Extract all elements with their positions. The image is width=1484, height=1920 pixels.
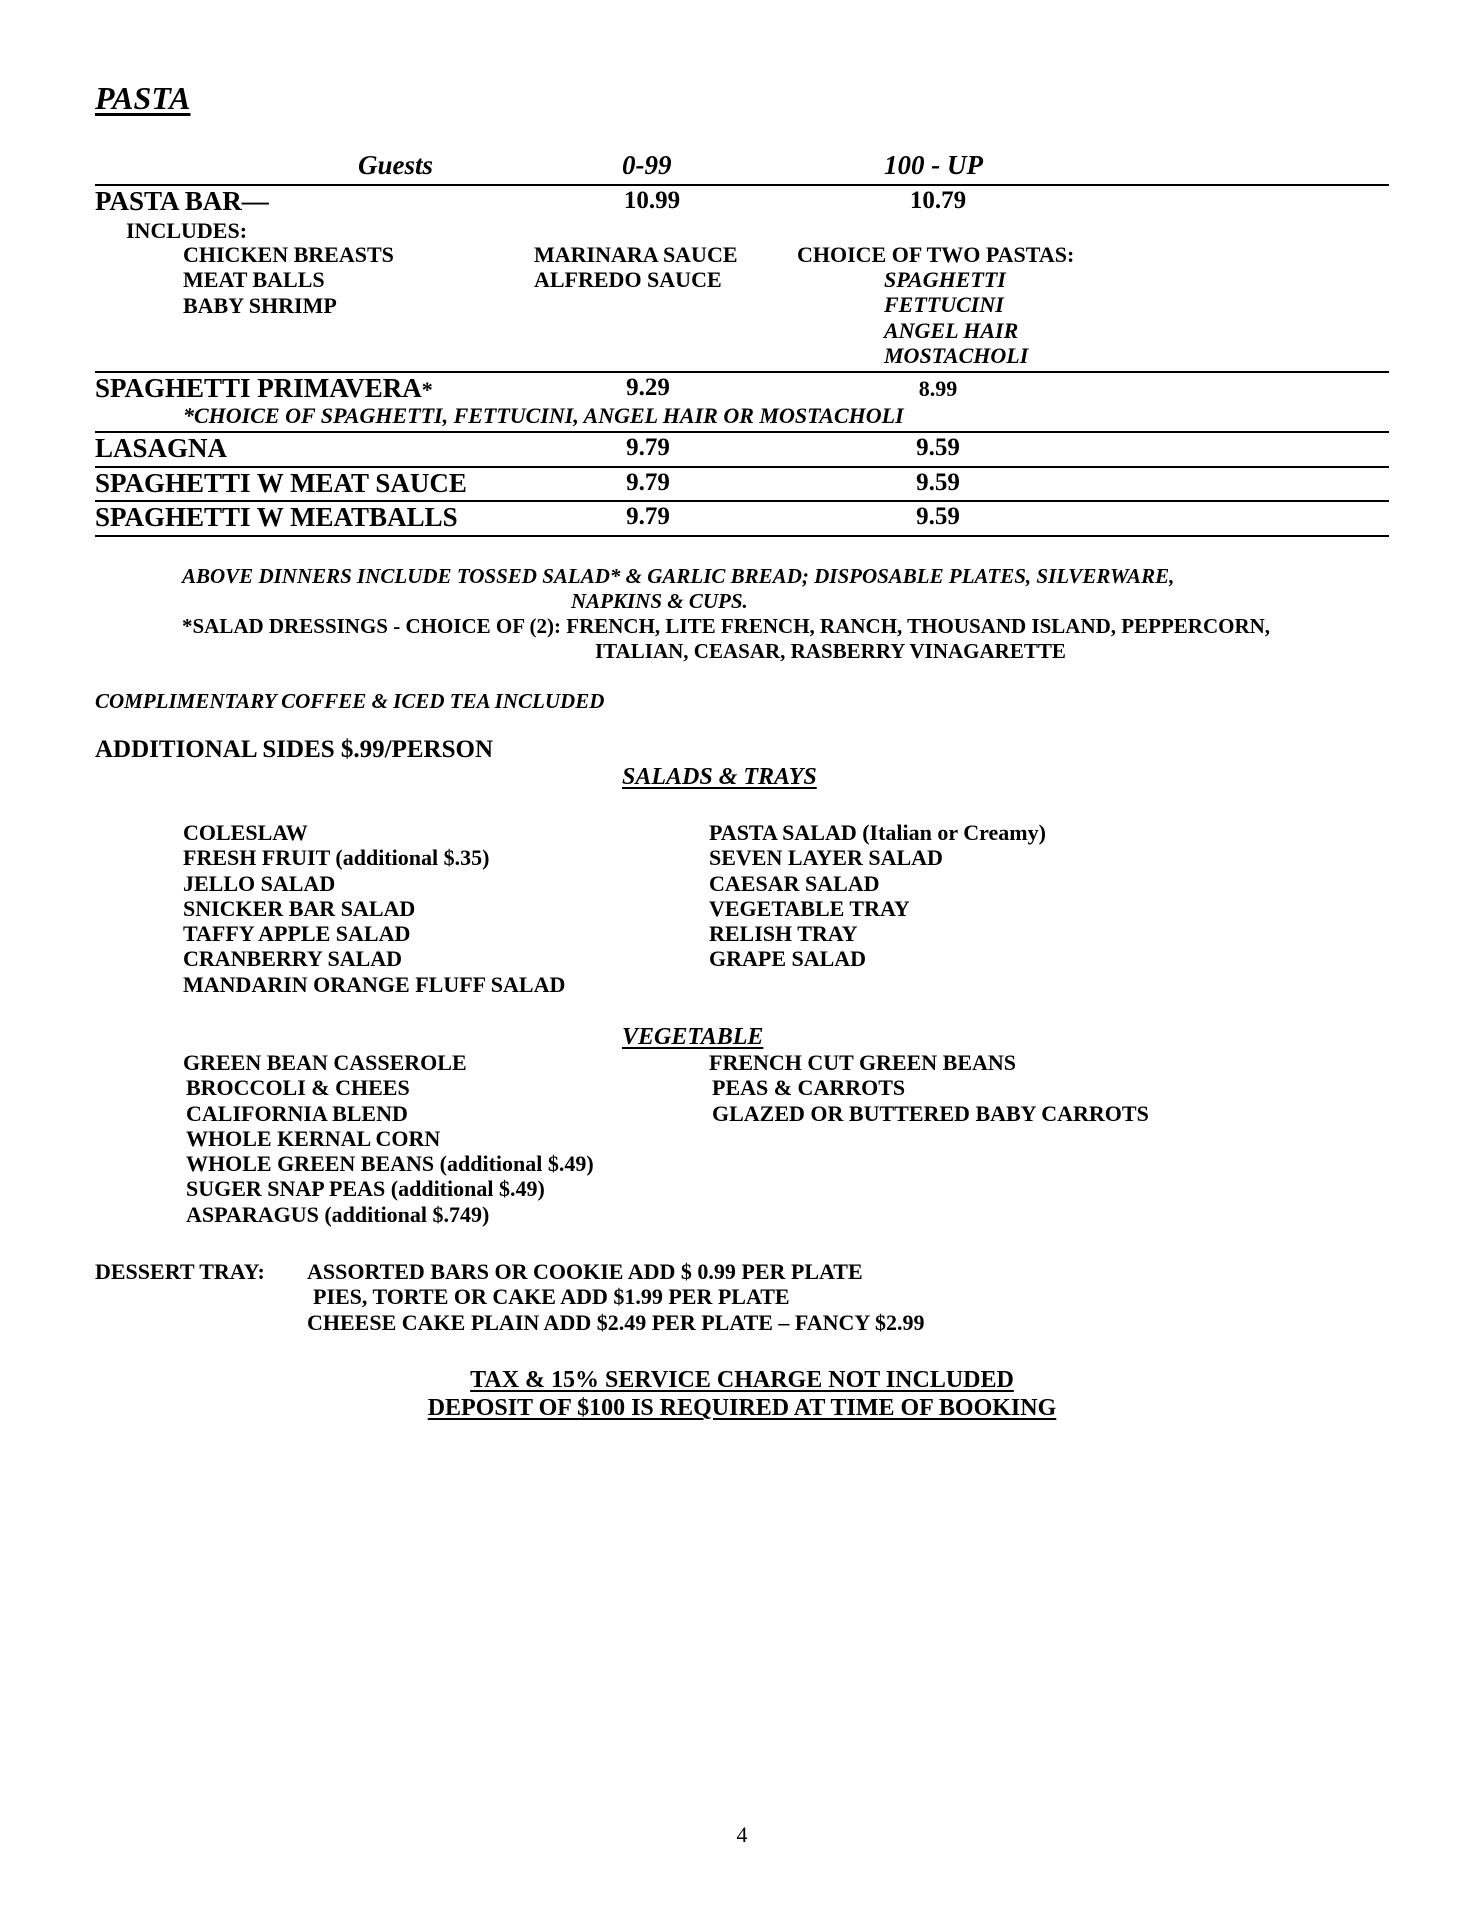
vegetable-heading: VEGETABLE: [622, 1024, 764, 1050]
list-item: FRENCH CUT GREEN BEANS: [709, 1050, 1017, 1075]
pasta-bar-price-tier1: 10.99: [623, 187, 681, 214]
dish-price-tier1: 9.79: [626, 469, 670, 496]
includes-note-line1: ABOVE DINNERS INCLUDE TOSSED SALAD* & GARLIC BREAD; DISPOSABLE PLATES, SILVERWARE,: [182, 564, 1175, 588]
list-item: CAESAR SALAD: [709, 870, 880, 896]
dish-name: LASAGNA: [95, 433, 228, 463]
divider: [95, 431, 1389, 433]
dish-price-tier1: 9.79: [626, 503, 670, 530]
list-item: WHOLE GREEN BEANS (additional $.49): [186, 1151, 594, 1177]
coffee-note: COMPLIMENTARY COFFEE & ICED TEA INCLUDED: [95, 689, 605, 713]
list-item: GLAZED OR BUTTERED BABY CARROTS: [712, 1100, 1149, 1126]
list-item: MOSTACHOLI: [884, 342, 1029, 368]
list-item: MANDARIN ORANGE FLUFF SALAD: [183, 971, 566, 997]
dessert-label: DESSERT TRAY:: [95, 1259, 265, 1284]
list-item: SEVEN LAYER SALAD: [709, 845, 943, 871]
additional-sides: ADDITIONAL SIDES $.99/PERSON: [95, 736, 494, 763]
dressing-note-line1: *SALAD DRESSINGS - CHOICE OF (2): FRENCH, LITE FRENCH, RANCH, THOUSAND ISLAND, PEPPERCORN,: [182, 614, 1271, 638]
vegetables-left-list: [183, 1050, 594, 1227]
includes-label: INCLUDES:: [126, 218, 248, 243]
tier2-header: 100 - UP: [884, 150, 983, 180]
list-item: PEAS & CARROTS: [712, 1075, 906, 1101]
list-item: SPAGHETTI: [884, 267, 1006, 292]
pasta-bar-price-tier2: 10.79: [909, 187, 967, 214]
list-item: MARINARA SAUCE: [534, 242, 738, 267]
list-item: ANGEL HAIR: [884, 317, 1019, 343]
list-item: GREEN BEAN CASSEROLE: [183, 1050, 467, 1075]
list-item: COLESLAW: [183, 820, 308, 845]
list-item: ALFREDO SAUCE: [534, 267, 722, 293]
list-item: JELLO SALAD: [183, 870, 336, 896]
dressing-note-line2: ITALIAN, CEASAR, RASBERRY VINAGARETTE: [595, 639, 1066, 663]
includes-note-line2: NAPKINS & CUPS.: [571, 589, 748, 613]
list-item: BROCCOLI & CHEES: [186, 1075, 410, 1101]
primavera-note: *CHOICE OF SPAGHETTI, FETTUCINI, ANGEL HAIR OR MOSTACHOLI: [183, 403, 904, 428]
primavera-name: SPAGHETTI PRIMAVERA*: [95, 373, 433, 403]
salads-left-list: [183, 820, 565, 997]
list-item: PIES, TORTE OR CAKE ADD $1.99 PER PLATE: [313, 1284, 790, 1310]
vegetables-right-list: [709, 1050, 1149, 1126]
dish-name: SPAGHETTI W MEATBALLS: [95, 502, 458, 532]
pasta-list: [884, 267, 1028, 368]
pasta-choice-label: CHOICE OF TWO PASTAS:: [797, 242, 1075, 267]
list-item: CALIFORNIA BLEND: [186, 1100, 408, 1126]
primavera-price-tier1: 9.29: [626, 374, 670, 401]
list-item: CRANBERRY SALAD: [183, 946, 403, 972]
list-item: SNICKER BAR SALAD: [183, 895, 416, 921]
list-item: TAFFY APPLE SALAD: [183, 921, 411, 947]
page-title: PASTA: [95, 80, 191, 116]
list-item: PASTA SALAD (Italian or Creamy): [709, 820, 1046, 845]
dish-price-tier2: 9.59: [916, 434, 960, 461]
list-item: VEGETABLE TRAY: [709, 895, 910, 921]
salads-right-list: [709, 820, 1046, 972]
page-number: 4: [736, 1822, 748, 1847]
salads-heading: SALADS & TRAYS: [622, 764, 817, 790]
list-item: ASPARAGUS (additional $.749): [186, 1201, 490, 1227]
dish-price-tier2: 9.59: [916, 503, 960, 530]
divider: [95, 184, 1389, 186]
list-item: MEAT BALLS: [183, 267, 325, 293]
dish-price-tier1: 9.79: [626, 434, 670, 461]
sauce-list: [534, 242, 738, 293]
list-item: GRAPE SALAD: [709, 946, 867, 972]
list-item: WHOLE KERNAL CORN: [186, 1125, 441, 1151]
dessert-list: [307, 1259, 924, 1335]
list-item: SUGER SNAP PEAS (additional $.49): [186, 1176, 545, 1202]
list-item: RELISH TRAY: [709, 921, 858, 947]
list-item: CHICKEN BREASTS: [183, 242, 394, 267]
list-item: FETTUCINI: [884, 292, 1004, 318]
deposit-notice: DEPOSIT OF $100 IS REQUIRED AT TIME OF BOOKING: [427, 1395, 1057, 1421]
list-item: ASSORTED BARS OR COOKIE ADD $ 0.99 PER PLATE: [307, 1259, 863, 1284]
dish-name: SPAGHETTI W MEAT SAUCE: [95, 468, 467, 498]
list-item: BABY SHRIMP: [183, 292, 337, 318]
tier1-header: 0-99: [622, 150, 672, 180]
dish-price-tier2: 9.59: [916, 469, 960, 496]
guests-header: Guests: [358, 150, 434, 180]
list-item: FRESH FRUIT (additional $.35): [183, 845, 490, 871]
protein-list: [183, 242, 394, 318]
pasta-bar-name: PASTA BAR—: [95, 186, 269, 216]
primavera-price-tier2: 8.99: [918, 376, 958, 401]
tax-notice: TAX & 15% SERVICE CHARGE NOT INCLUDED: [470, 1367, 1014, 1393]
list-item: CHEESE CAKE PLAIN ADD $2.49 PER PLATE – FANCY $2.99: [307, 1309, 925, 1335]
divider: [95, 535, 1389, 537]
